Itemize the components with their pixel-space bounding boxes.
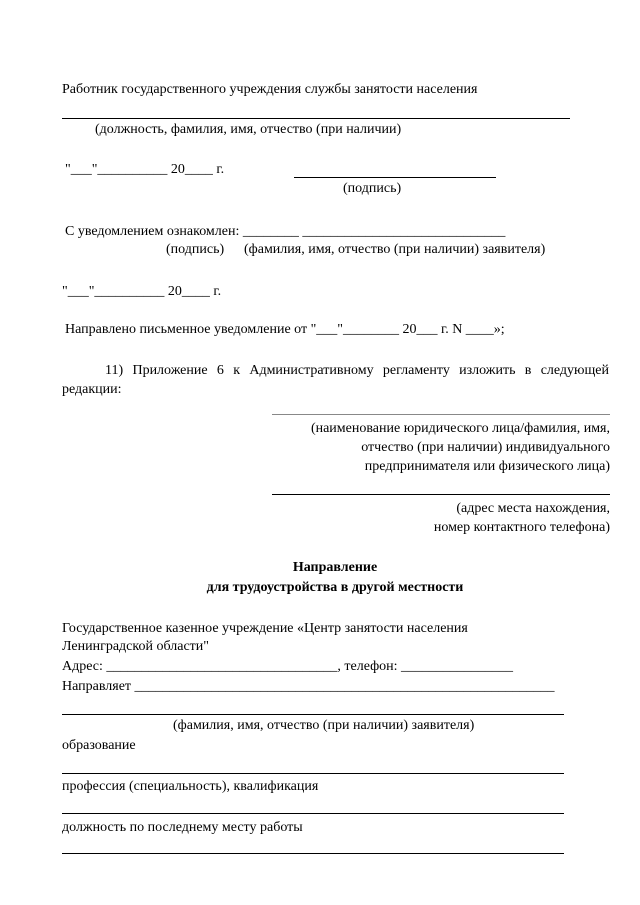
education-line [62, 773, 564, 774]
addressee-name-line [272, 414, 610, 415]
address-line: Адрес: _________________________________, телефон: ________________ [62, 659, 514, 674]
last-position-label: должность по последнему месту работы [62, 820, 303, 835]
position-caption: (должность, фамилия, имя, отчество (при наличии) [95, 122, 402, 137]
applicant-caption: (фамилия, имя, отчество (при наличии) заявителя) [173, 718, 475, 733]
addressee-caption-3: предпринимателя или физического лица) [364, 459, 610, 474]
worker-signature-line [294, 177, 496, 178]
last-position-line [62, 853, 564, 854]
sends-line: Направляет ____________________________________________________________ [62, 679, 555, 694]
profession-line [62, 813, 564, 814]
addressee-address-line [272, 494, 610, 495]
worker-title: Работник государственного учреждения службы занятости населения [62, 82, 478, 97]
worker-date: "___"__________ 20____ г. [65, 162, 225, 177]
worker-signature-caption: (подпись) [343, 181, 402, 196]
addressee-caption-1: (наименование юридического лица/фамилия, имя, [310, 421, 610, 436]
document-subheading: для трудоустройства в другой местности [206, 580, 464, 595]
acquaint-date: "___"__________ 20____ г. [62, 284, 222, 299]
org-line-2: Ленинградской области" [62, 639, 209, 654]
profession-label: профессия (специальность), квалификация [62, 779, 319, 794]
notice-text: Направлено письменное уведомление от "___"________ 20___ г. N ____»; [65, 322, 505, 337]
addressee-caption-4: (адрес места нахождения, [456, 501, 610, 516]
addressee-caption-2: отчество (при наличии) индивидуального [361, 440, 610, 455]
document-heading: Направление [292, 560, 378, 575]
education-label: образование [62, 738, 136, 753]
position-line [62, 118, 570, 119]
org-line-1: Государственное казенное учреждение «Центр занятости населения [62, 621, 468, 636]
amendment-line1: 11) Приложение 6 к Административному регламенту изложить в следующей [105, 363, 609, 378]
acquaint-name-caption: (фамилия, имя, отчество (при наличии) заявителя) [244, 242, 546, 257]
acquaint-signature-caption: (подпись) [166, 242, 225, 257]
addressee-caption-5: номер контактного телефона) [433, 520, 610, 535]
applicant-line [62, 714, 564, 715]
amendment-line2: редакции: [62, 382, 122, 397]
acquaint-label: С уведомлением ознакомлен: ________ _____________________________ [65, 224, 506, 239]
